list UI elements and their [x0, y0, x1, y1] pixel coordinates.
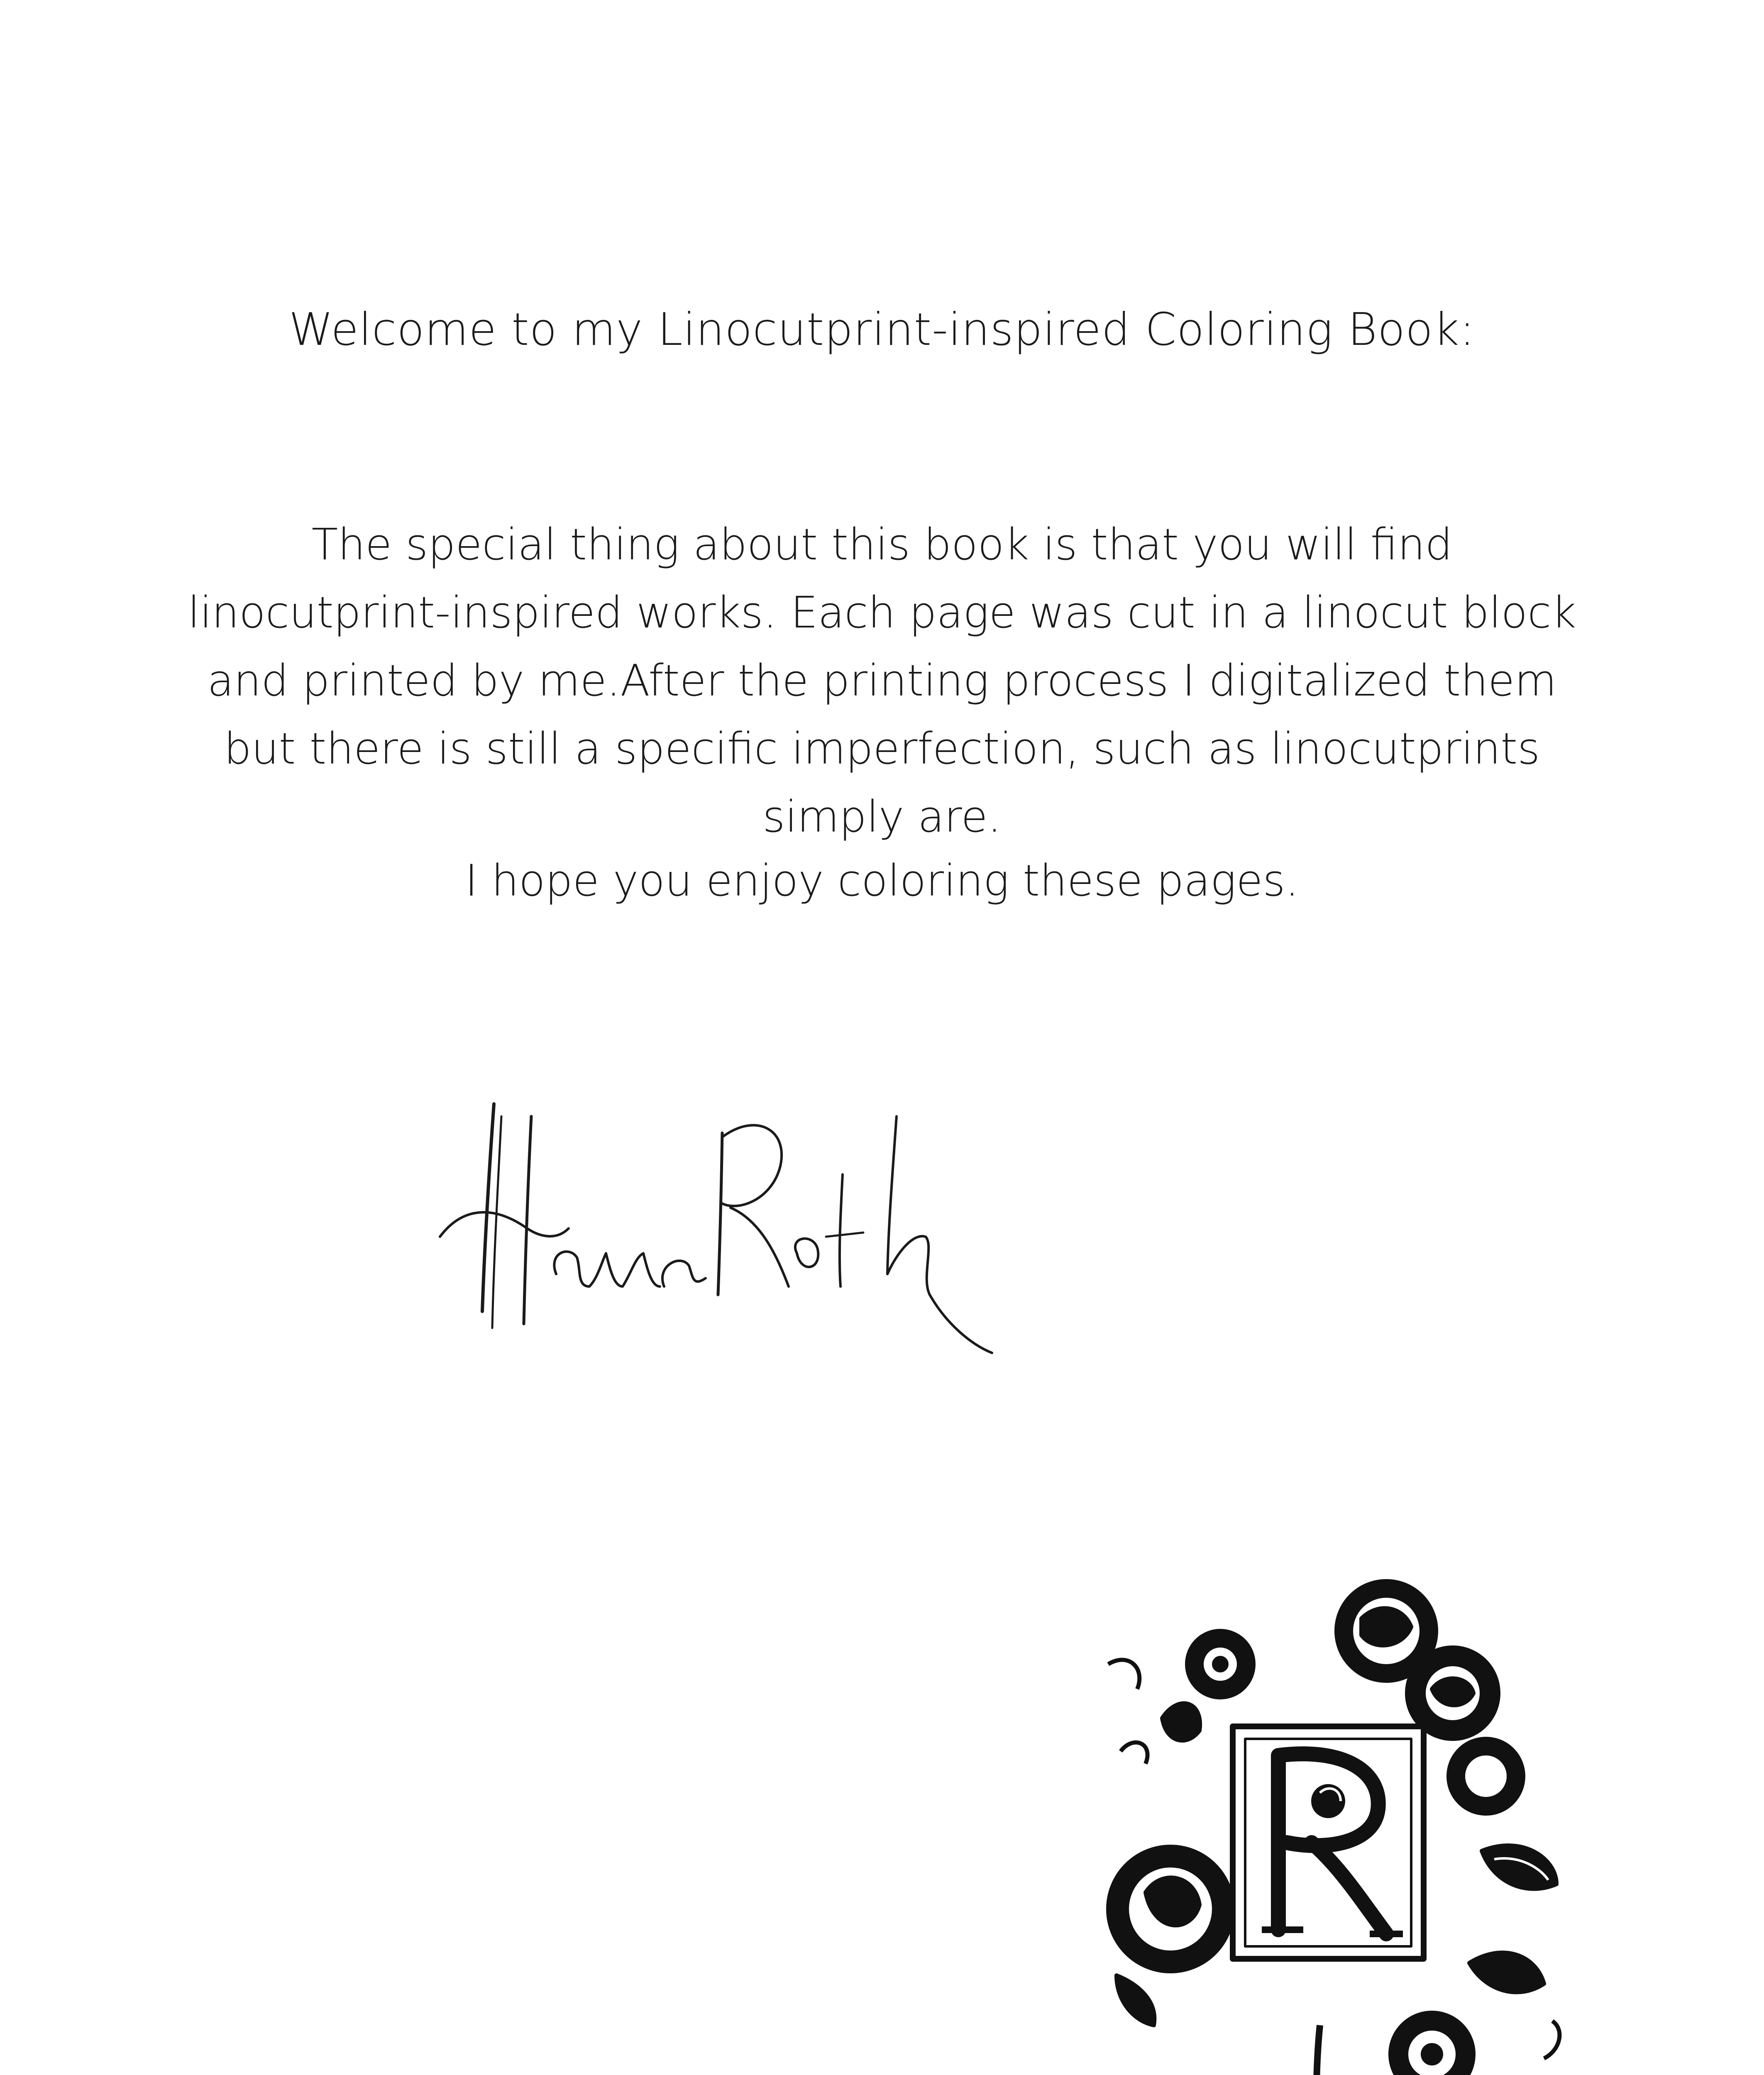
floral-monogram-emblem — [1096, 1569, 1569, 2075]
page-heading: Welcome to my Linocutprint-inspired Coloring Book: — [288, 304, 1476, 356]
closing-line: I hope you enjoy coloring these pages. — [465, 855, 1299, 906]
signature-image — [432, 1079, 1004, 1370]
intro-paragraph: The special thing about this book is that you will find linocutprint-inspired works. Each page was cut in a linocut block and printed by me.After the printing process I digitalized them but there is still a specific imperfection, such as linocutprints simply are. — [188, 519, 1576, 842]
